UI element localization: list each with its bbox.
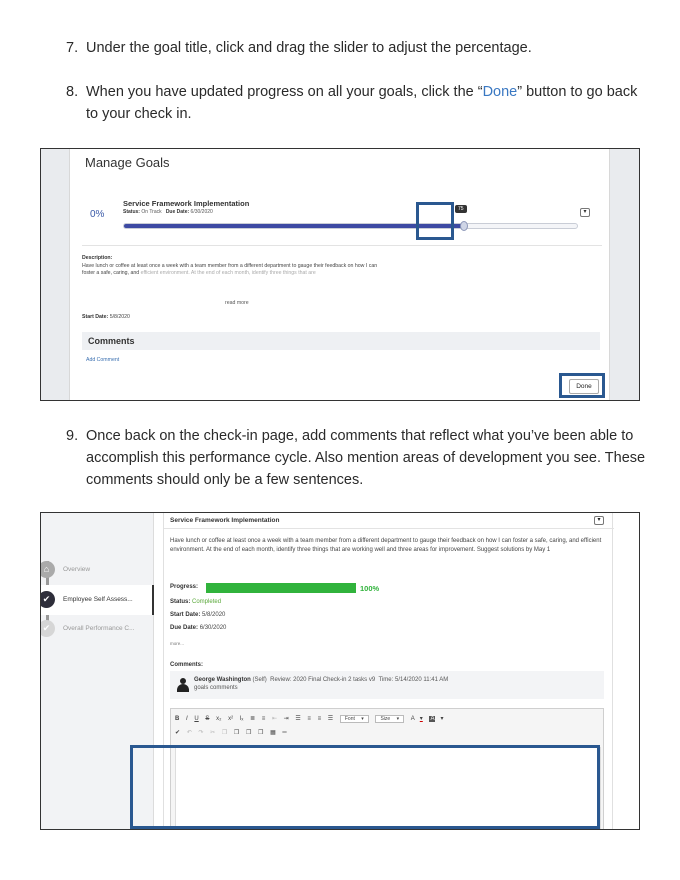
size-select-label: Size [380,716,391,722]
step-text-before: When you have updated progress on all your goals, click the “ [86,84,483,100]
divider [164,528,614,529]
due-label: Due Date: [165,209,190,215]
editor-toolbar-row-2 [175,729,292,741]
sidebar-item-self-assessment[interactable] [41,585,154,615]
divider [82,245,602,246]
comment-author-role: (Self) [252,677,267,683]
remove-format-button[interactable]: Iₓ [239,716,244,722]
strikethrough-button[interactable]: S [205,716,210,722]
subscript-button[interactable]: x₂ [216,716,222,722]
comments-header: Comments [82,332,600,350]
description-text: Have lunch or coffee at least once a week with a team member from a different department to gauge their feedback on how I can foster a safe, caring, and [82,262,378,276]
step-9 [66,425,646,491]
bg-color-button[interactable]: A ▾ [430,716,444,722]
description-fade: efficient environment. At the end of each month, identify three things that are [140,270,316,276]
sidebar-item-label: Overview [63,566,91,573]
more-link[interactable]: more... [170,641,185,646]
justify-button[interactable]: ☰ [327,716,334,722]
read-more-link[interactable]: read more [225,300,249,306]
start-date [82,314,130,320]
italic-button[interactable]: I [186,716,188,722]
description-label: Description: [82,255,113,261]
comment-meta [194,677,448,683]
outdent-button[interactable]: ⇤ [271,716,277,722]
paste-word-icon[interactable]: ❐ [258,730,264,736]
comment-entry [170,671,604,699]
table-icon[interactable]: ▦ [270,730,276,736]
manage-goals-screenshot [40,148,640,401]
step-text: Under the goal title, click and drag the slider to adjust the percentage. [86,40,532,56]
align-right-button[interactable]: ≡ [317,716,322,722]
size-select[interactable]: Size ▾ [375,715,404,723]
status-value: Completed [192,599,222,605]
chevron-down-icon[interactable]: ▾ [594,516,604,525]
goal-status [123,209,213,215]
text-color-button[interactable]: A ▾ [410,716,423,722]
indent-button[interactable]: ⇥ [283,716,289,722]
bulleted-list-button[interactable]: ≡ [261,716,266,722]
avatar [177,678,189,692]
page-title: Manage Goals [85,155,170,170]
home-icon: ⌂ [40,561,55,578]
slider-tooltip: 75 [455,205,467,213]
step-text: Once back on the check-in page, add comments that reflect what you’ve been able to accomplish this performance cycle. Also mention areas of development you see. These comments should only be a few sentences. [86,428,646,488]
step-text [66,81,646,125]
editor-toolbar-row-1 [175,715,449,727]
due-value: 6/30/2020 [199,625,227,631]
chevron-down-icon[interactable]: ▾ [580,208,590,217]
status-label: Status: [170,599,191,605]
step-8 [66,81,646,125]
sidebar-item-overall-performance[interactable] [41,614,154,644]
align-left-button[interactable]: ☰ [295,716,301,722]
start-value: 5/8/2020 [202,612,226,618]
done-link-word: Done [482,84,518,100]
done-highlight-box [559,373,605,398]
align-center-button[interactable]: ≡ [307,716,311,722]
paste-text-icon[interactable]: ❐ [245,730,252,736]
comment-time: Time: 5/14/2020 11:41 AM [378,677,449,683]
slider-highlight-box [416,202,454,240]
comment-box-highlight [130,745,600,829]
numbered-list-button[interactable]: ≣ [250,716,256,722]
paste-icon[interactable]: ❐ [233,730,240,736]
goal-description: Have lunch or coffee at least once a week with a team member from a different department to gauge their feedback on how I can foster a safe, caring, and efficient environment. At the end of each month, identify three things that are working well and three areas for improvement. Suggest solutions by May 1 [170,538,602,553]
step-text-after: ” button to go back to your check in. [86,84,638,122]
underline-button[interactable]: U [194,716,199,722]
font-select[interactable]: Font ▾ [340,715,369,723]
copy-icon[interactable]: ❐ [221,730,228,736]
sidebar-item-label: Overall Performance C... [63,625,135,632]
check-circle-icon: ✔ [40,591,55,608]
slider-handle[interactable] [460,221,468,231]
horizontal-rule-icon[interactable]: ═ [282,730,287,736]
step-number: 9. [66,428,79,444]
comment-body: goals comments [194,685,238,691]
spellcheck-icon[interactable]: ✔ [175,730,181,736]
progress-label: Progress: [170,584,199,590]
step-7 [66,37,646,59]
progress-row [170,584,198,590]
goal-percent: 0% [90,209,105,220]
due-date-row [170,625,226,631]
start-label: Start Date: [170,612,201,618]
status-value: On Track [141,209,162,215]
due-label: Due Date: [170,625,199,631]
sidebar-item-overview[interactable] [41,555,154,585]
superscript-button[interactable]: x² [228,716,234,722]
step-number: 7. [66,40,79,56]
done-button[interactable]: Done [569,379,599,394]
progress-percent: 100% [360,584,380,593]
progress-slider[interactable] [123,223,578,229]
font-select-label: Font [344,716,355,722]
status-row [170,599,221,605]
step-number: 8. [66,84,79,100]
goal-name: Service Framework Implementation [123,199,250,208]
bg-color-icon: A [430,716,435,722]
status-label: Status: [123,209,140,215]
goal-title: Service Framework Implementation [170,517,280,524]
add-comment-link[interactable]: Add Comment [86,357,120,363]
start-value: 5/8/2020 [109,314,130,320]
cut-icon[interactable]: ✂ [210,730,216,736]
comments-label: Comments: [170,662,204,668]
due-value: 6/30/2020 [190,209,213,215]
undo-icon[interactable]: ↶ [186,730,192,736]
sidebar-item-label: Employee Self Assess... [63,596,133,603]
goal-description [82,255,382,278]
start-date-row [170,612,225,618]
bold-button[interactable]: B [175,716,180,722]
check-circle-icon: ✔ [40,620,55,637]
slider-fill [124,224,464,228]
progress-bar [206,583,356,593]
text-color-icon: A [410,716,415,722]
manage-goals-panel [69,149,610,401]
start-label: Start Date: [82,314,109,320]
redo-icon[interactable]: ↷ [198,730,204,736]
comment-author: George Washington [194,677,251,683]
comment-review: Review: 2020 Final Check-in 2 tasks v9 [270,677,376,683]
